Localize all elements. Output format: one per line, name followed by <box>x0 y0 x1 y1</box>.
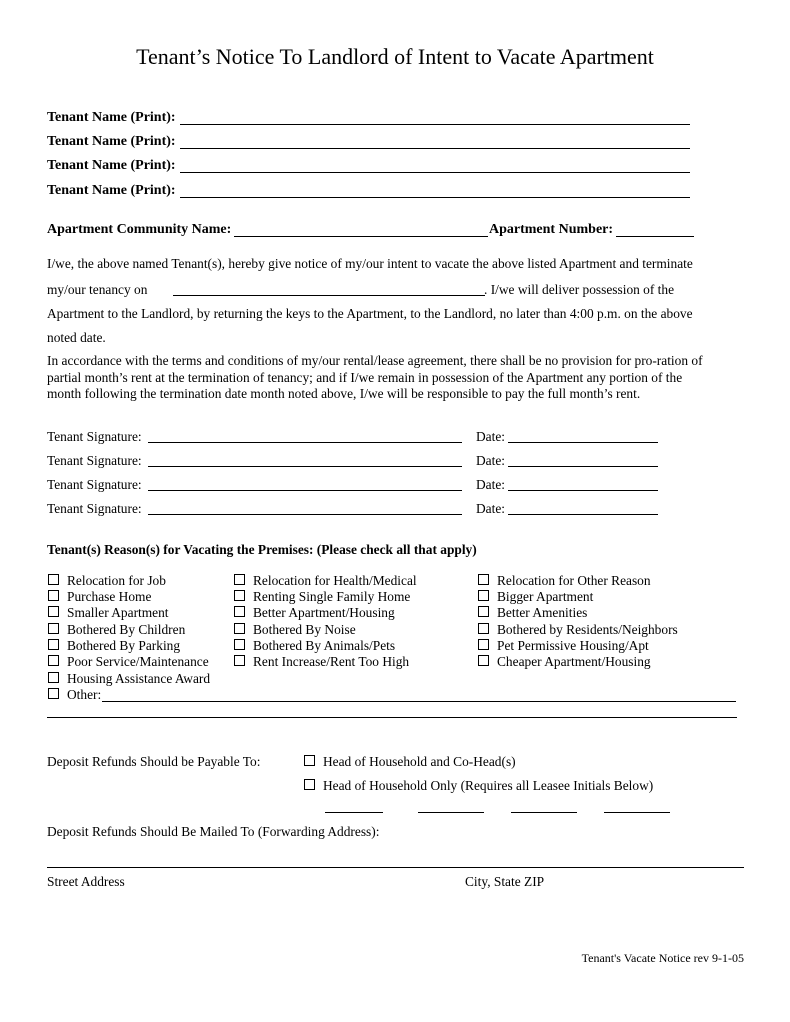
reason-checkbox[interactable] <box>478 590 489 601</box>
other-reason-field[interactable] <box>102 701 736 702</box>
leasee-initials-field[interactable] <box>511 812 577 813</box>
reason-checkbox[interactable] <box>48 655 59 666</box>
signature-field[interactable] <box>148 442 462 443</box>
reason-label: Bigger Apartment <box>497 589 594 604</box>
reason-checkbox-other[interactable] <box>48 688 59 699</box>
reason-label: Poor Service/Maintenance <box>67 654 209 669</box>
page-title: Tenant’s Notice To Landlord of Intent to Vacate Apartment <box>136 44 654 69</box>
tenant-name-label: Tenant Name (Print): <box>47 158 176 173</box>
tenant-name-field[interactable] <box>180 172 690 173</box>
leasee-initials-field[interactable] <box>604 812 670 813</box>
reason-label: Pet Permissive Housing/Apt <box>497 638 649 653</box>
tenant-name-field[interactable] <box>180 124 690 125</box>
tenant-name-label: Tenant Name (Print): <box>47 183 176 198</box>
reason-label-other: Other: <box>67 687 102 702</box>
payable-option-label: Head of Household Only (Requires all Leasee Initials Below) <box>323 778 654 793</box>
signature-date-field[interactable] <box>508 466 658 467</box>
reason-checkbox[interactable] <box>48 590 59 601</box>
payable-option-label: Head of Household and Co-Head(s) <box>323 754 516 769</box>
reason-checkbox[interactable] <box>234 639 245 650</box>
reason-checkbox[interactable] <box>234 590 245 601</box>
reason-checkbox[interactable] <box>234 623 245 634</box>
reason-checkbox[interactable] <box>48 639 59 650</box>
form-revision-footer: Tenant's Vacate Notice rev 9-1-05 <box>581 951 744 965</box>
reason-label: Better Amenities <box>497 605 588 620</box>
leasee-initials-field[interactable] <box>418 812 484 813</box>
notice-text: my/our tenancy on <box>47 282 148 297</box>
reason-checkbox[interactable] <box>48 606 59 617</box>
date-label: Date: <box>476 501 505 516</box>
reason-label: Cheaper Apartment/Housing <box>497 654 651 669</box>
reason-checkbox[interactable] <box>478 623 489 634</box>
reason-label: Housing Assistance Award <box>67 671 211 686</box>
reason-label: Bothered By Children <box>67 622 186 637</box>
reason-checkbox[interactable] <box>48 574 59 585</box>
reason-checkbox[interactable] <box>478 606 489 617</box>
reason-checkbox[interactable] <box>478 655 489 666</box>
signature-date-field[interactable] <box>508 490 658 491</box>
apartment-number-label: Apartment Number: <box>489 222 614 237</box>
reason-checkbox[interactable] <box>234 655 245 666</box>
street-address-label: Street Address <box>47 874 125 889</box>
leasee-initials-field[interactable] <box>325 812 383 813</box>
reason-label: Relocation for Health/Medical <box>253 573 417 588</box>
reason-label: Better Apartment/Housing <box>253 605 395 620</box>
apartment-number-field[interactable] <box>616 236 694 237</box>
reason-label: Bothered by Residents/Neighbors <box>497 622 678 637</box>
tenant-name-label: Tenant Name (Print): <box>47 134 176 149</box>
reason-checkbox[interactable] <box>234 606 245 617</box>
signature-field[interactable] <box>148 490 462 491</box>
signature-label: Tenant Signature: <box>47 429 142 444</box>
reason-label: Relocation for Other Reason <box>497 573 651 588</box>
reason-label: Bothered By Noise <box>253 622 356 637</box>
signature-label: Tenant Signature: <box>47 477 142 492</box>
tenant-name-label: Tenant Name (Print): <box>47 110 176 125</box>
reasons-heading: Tenant(s) Reason(s) for Vacating the Premises: (Please check all that apply) <box>47 542 477 557</box>
community-name-label: Apartment Community Name: <box>47 222 232 237</box>
reason-label: Relocation for Job <box>67 573 166 588</box>
reason-checkbox[interactable] <box>48 623 59 634</box>
community-name-field[interactable] <box>234 236 488 237</box>
proration-text: partial month’s rent at the termination of tenancy; and if I/we remain in possession of the Apartment any portion of the <box>47 370 683 385</box>
reason-label: Smaller Apartment <box>67 605 169 620</box>
reason-checkbox[interactable] <box>234 574 245 585</box>
payable-option-checkbox[interactable] <box>304 779 315 790</box>
deposit-payable-label: Deposit Refunds Should be Payable To: <box>47 754 261 769</box>
tenancy-end-date-field[interactable] <box>173 295 485 296</box>
proration-text: In accordance with the terms and conditions of my/our rental/lease agreement, there shall be no provision for pro-ration of <box>47 353 703 368</box>
forwarding-address-field[interactable] <box>47 867 744 868</box>
tenant-name-field[interactable] <box>180 197 690 198</box>
deposit-mailed-label: Deposit Refunds Should Be Mailed To (Forwarding Address): <box>47 824 380 839</box>
reason-label: Rent Increase/Rent Too High <box>253 654 410 669</box>
reason-checkbox[interactable] <box>478 574 489 585</box>
signature-field[interactable] <box>148 466 462 467</box>
reason-checkbox[interactable] <box>48 672 59 683</box>
signature-label: Tenant Signature: <box>47 453 142 468</box>
tenant-name-field[interactable] <box>180 148 690 149</box>
reason-checkbox[interactable] <box>478 639 489 650</box>
payable-option-checkbox[interactable] <box>304 755 315 766</box>
reason-label: Bothered By Animals/Pets <box>253 638 396 653</box>
notice-text: I/we, the above named Tenant(s), hereby give notice of my/our intent to vacate the above listed Apartment and terminate <box>47 256 693 271</box>
notice-text: noted date. <box>47 330 106 345</box>
date-label: Date: <box>476 477 505 492</box>
other-reason-field-continued[interactable] <box>47 717 737 718</box>
date-label: Date: <box>476 453 505 468</box>
notice-text: Apartment to the Landlord, by returning the keys to the Apartment, to the Landlord, no later than 4:00 p.m. on the above <box>47 306 693 321</box>
reason-label: Renting Single Family Home <box>253 589 411 604</box>
signature-date-field[interactable] <box>508 442 658 443</box>
signature-label: Tenant Signature: <box>47 501 142 516</box>
notice-text: . I/we will deliver possession of the <box>484 282 675 297</box>
signature-date-field[interactable] <box>508 514 658 515</box>
reason-label: Bothered By Parking <box>67 638 181 653</box>
city-state-zip-label: City, State ZIP <box>465 874 545 889</box>
proration-text: month following the termination date month noted above, I/we will be responsible to pay the full month’s rent. <box>47 386 641 401</box>
signature-field[interactable] <box>148 514 462 515</box>
date-label: Date: <box>476 429 505 444</box>
reason-label: Purchase Home <box>67 589 152 604</box>
